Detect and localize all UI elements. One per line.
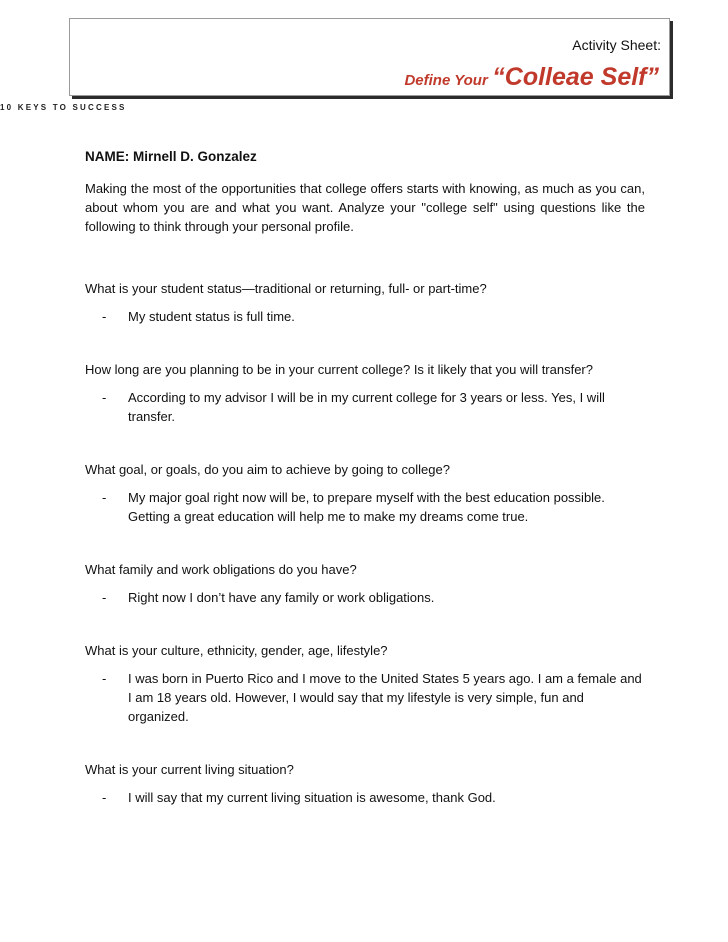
answer-text: My major goal right now will be, to prepare myself with the best education possible. Getting a great education will help me to make my dreams come true.: [128, 490, 605, 524]
title-prefix: Define Your: [404, 72, 488, 89]
title-main: “Colleae Self”: [492, 63, 659, 91]
question-2: How long are you planning to be in your current college? Is it likely that you will transfer?: [85, 362, 593, 377]
answer-text: According to my advisor I will be in my current college for 3 years or less. Yes, I will transfer.: [128, 390, 605, 424]
answer-text: I will say that my current living situation is awesome, thank God.: [128, 790, 496, 805]
answer-1: [85, 307, 645, 326]
answer-bullet: -: [102, 490, 107, 505]
answer-5: [85, 669, 645, 726]
intro-paragraph: Making the most of the opportunities that college offers starts with knowing, as much as you can, about whom you are and what you want. Analyze your "college self" using questions like the following to think through your personal profile.: [85, 181, 645, 234]
answer-text: I was born in Puerto Rico and I move to the United States 5 years ago. I am a female and I am 18 years old. However, I would say that my lifestyle is very simple, fun and organized.: [128, 671, 642, 724]
question-3: What goal, or goals, do you aim to achieve by going to college?: [85, 462, 450, 477]
answer-text: Right now I don’t have any family or work obligations.: [128, 590, 435, 605]
question-5: What is your culture, ethnicity, gender, age, lifestyle?: [85, 643, 388, 658]
answer-bullet: -: [102, 590, 107, 605]
student-name: NAME: Mirnell D. Gonzalez: [85, 149, 257, 164]
activity-sheet-label: Activity Sheet:: [572, 37, 661, 53]
worksheet-title: [404, 63, 659, 92]
question-1: What is your student status—traditional or returning, full- or part-time?: [85, 281, 487, 296]
answer-2: [85, 388, 645, 426]
question-6: What is your current living situation?: [85, 762, 294, 777]
answer-bullet: -: [102, 671, 107, 686]
worksheet-content: [85, 147, 645, 807]
answer-bullet: -: [102, 390, 107, 405]
section-label: 10 KEYS TO SUCCESS: [0, 103, 127, 112]
answer-bullet: -: [102, 790, 107, 805]
answer-text: My student status is full time.: [128, 309, 295, 324]
header-box: [69, 18, 670, 96]
question-4: What family and work obligations do you have?: [85, 562, 357, 577]
answer-bullet: -: [102, 309, 107, 324]
answer-3: [85, 488, 645, 526]
answer-6: [85, 788, 645, 807]
answer-4: [85, 588, 645, 607]
